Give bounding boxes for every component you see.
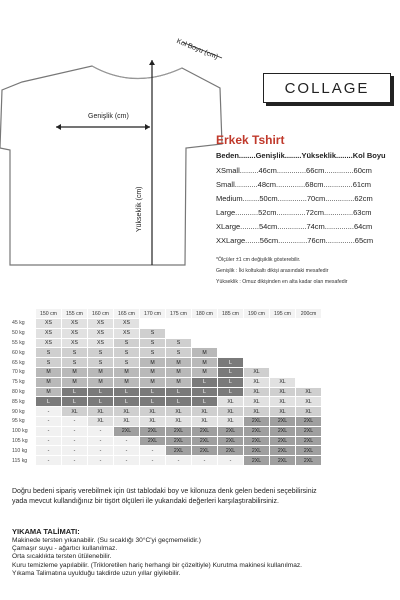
weight-label: 110 kg bbox=[10, 446, 35, 455]
size-cell: - bbox=[88, 427, 113, 436]
size-cell: 2XL bbox=[218, 437, 243, 446]
brand-logo: COLLAGE bbox=[263, 73, 391, 103]
size-cell: - bbox=[36, 417, 61, 426]
size-cell: 2XL bbox=[166, 427, 191, 436]
height-header: 150 cm bbox=[36, 309, 61, 318]
size-cell: 2XL bbox=[270, 446, 295, 455]
height-header: 180 cm bbox=[192, 309, 217, 318]
size-cell: L bbox=[114, 388, 139, 397]
weight-label: 85 kg bbox=[10, 397, 35, 406]
size-cell: L bbox=[140, 397, 165, 406]
size-cell: 2XL bbox=[192, 427, 217, 436]
size-cell: L bbox=[218, 388, 243, 397]
size-cell: - bbox=[62, 446, 87, 455]
size-cell: - bbox=[62, 456, 87, 465]
size-cell: - bbox=[62, 427, 87, 436]
size-cell: XL bbox=[62, 407, 87, 416]
size-cell bbox=[166, 329, 191, 338]
size-row: XXLarge.......56cm..............76cm..............65cm bbox=[216, 236, 374, 245]
size-cell: XL bbox=[166, 407, 191, 416]
table-row bbox=[10, 437, 321, 446]
size-cell: M bbox=[166, 368, 191, 377]
size-cell: XS bbox=[62, 339, 87, 348]
size-cell bbox=[270, 319, 295, 328]
size-cell bbox=[192, 339, 217, 348]
size-cell: 2XL bbox=[296, 446, 321, 455]
tshirt-diagram bbox=[0, 30, 240, 270]
size-cell: XS bbox=[114, 329, 139, 338]
size-cell: - bbox=[88, 446, 113, 455]
size-cell: - bbox=[192, 456, 217, 465]
wash-line: Çamaşır suyu - ağartıcı kullanılmaz. bbox=[12, 545, 118, 553]
size-cell: XS bbox=[88, 329, 113, 338]
size-cell bbox=[244, 329, 269, 338]
size-cell: XL bbox=[270, 388, 295, 397]
size-cell: L bbox=[88, 397, 113, 406]
size-cell: L bbox=[192, 388, 217, 397]
wash-line: Makinede tersten yıkanabilir. (Su sıcaklığı 30°C'yi geçmemelidir.) bbox=[12, 537, 201, 544]
table-header-row bbox=[10, 309, 321, 318]
size-cell: XL bbox=[192, 417, 217, 426]
weight-label: 105 kg bbox=[10, 437, 35, 446]
size-cell: 2XL bbox=[244, 417, 269, 426]
height-header: 190 cm bbox=[244, 309, 269, 318]
size-cell: - bbox=[36, 407, 61, 416]
table-row bbox=[10, 348, 321, 357]
size-cell: XL bbox=[270, 397, 295, 406]
weight-label: 80 kg bbox=[10, 388, 35, 397]
size-cell: 2XL bbox=[166, 437, 191, 446]
size-cell: S bbox=[140, 339, 165, 348]
weight-label: 65 kg bbox=[10, 358, 35, 367]
size-cell: 2XL bbox=[244, 446, 269, 455]
size-cell: S bbox=[62, 348, 87, 357]
wash-line: Kuru temizleme yapılabilir. (Trikloretilen hariç herhangi bir çözeltiyle) Kurutma makinesi kullanılmaz. bbox=[12, 561, 302, 569]
size-cell: L bbox=[218, 358, 243, 367]
table-corner bbox=[10, 309, 35, 318]
size-cell: 2XL bbox=[218, 427, 243, 436]
size-cell: XL bbox=[88, 417, 113, 426]
table-row bbox=[10, 339, 321, 348]
table-row bbox=[10, 378, 321, 387]
size-cell: XL bbox=[114, 417, 139, 426]
size-cell: M bbox=[62, 368, 87, 377]
size-cell: L bbox=[166, 397, 191, 406]
size-cell: S bbox=[88, 358, 113, 367]
size-cell bbox=[244, 339, 269, 348]
size-cell bbox=[218, 319, 243, 328]
size-cell: L bbox=[62, 397, 87, 406]
weight-label: 95 kg bbox=[10, 417, 35, 426]
height-header: 155 cm bbox=[62, 309, 87, 318]
size-cell: - bbox=[114, 437, 139, 446]
size-cell: XL bbox=[244, 397, 269, 406]
weight-label: 70 kg bbox=[10, 368, 35, 377]
size-cell: S bbox=[88, 348, 113, 357]
note-tolerance: *Ölçüler ±1 cm değişiklik gösterebilir. bbox=[216, 257, 301, 263]
size-cell: L bbox=[36, 397, 61, 406]
size-chart-table bbox=[9, 308, 322, 466]
product-title: Erkek Tshirt bbox=[216, 133, 285, 147]
size-cell: XS bbox=[36, 339, 61, 348]
height-header: 175 cm bbox=[166, 309, 191, 318]
size-cell: M bbox=[166, 358, 191, 367]
size-cell: M bbox=[114, 378, 139, 387]
size-cell: XS bbox=[88, 319, 113, 328]
size-cell: L bbox=[218, 368, 243, 377]
size-cell bbox=[296, 348, 321, 357]
size-cell: L bbox=[166, 388, 191, 397]
size-cell: XL bbox=[218, 407, 243, 416]
size-cell: S bbox=[62, 358, 87, 367]
size-cell: M bbox=[36, 368, 61, 377]
size-cell: XL bbox=[218, 397, 243, 406]
size-cell bbox=[270, 358, 295, 367]
size-cell: 2XL bbox=[218, 446, 243, 455]
size-cell: - bbox=[218, 456, 243, 465]
size-cell: - bbox=[88, 456, 113, 465]
size-cell bbox=[296, 358, 321, 367]
size-cell: XL bbox=[192, 407, 217, 416]
size-cell: XL bbox=[244, 388, 269, 397]
weight-label: 115 kg bbox=[10, 456, 35, 465]
size-cell: XL bbox=[296, 407, 321, 416]
size-cell bbox=[296, 319, 321, 328]
size-cell: XL bbox=[218, 417, 243, 426]
weight-label: 90 kg bbox=[10, 407, 35, 416]
size-cell: S bbox=[36, 348, 61, 357]
size-cell: XS bbox=[62, 319, 87, 328]
note-height: Yükseklik : Omuz dikişinden en alta kadar olan mesafedir bbox=[216, 279, 348, 285]
table-row bbox=[10, 329, 321, 338]
weight-label: 55 kg bbox=[10, 339, 35, 348]
size-cell bbox=[270, 368, 295, 377]
size-cell: M bbox=[192, 368, 217, 377]
size-cell: L bbox=[88, 388, 113, 397]
table-row bbox=[10, 388, 321, 397]
size-cell: XS bbox=[62, 329, 87, 338]
height-header: 165 cm bbox=[114, 309, 139, 318]
size-cell: L bbox=[192, 397, 217, 406]
size-cell: S bbox=[114, 348, 139, 357]
size-cell: M bbox=[140, 378, 165, 387]
size-cell: 2XL bbox=[140, 437, 165, 446]
sleeve-length-label: Kol Boyu (cm) bbox=[175, 38, 219, 61]
weight-label: 60 kg bbox=[10, 348, 35, 357]
size-cell: - bbox=[140, 456, 165, 465]
size-cell: M bbox=[88, 378, 113, 387]
footer-line: yada mevcut kullandığınız bir tişört ölçüleri ile yukarıdaki değerleri karşılaştırabilirsiniz. bbox=[12, 498, 279, 505]
table-row bbox=[10, 407, 321, 416]
weight-label: 45 kg bbox=[10, 319, 35, 328]
size-cell: S bbox=[140, 348, 165, 357]
wash-instructions bbox=[12, 537, 302, 578]
size-cell: S bbox=[114, 339, 139, 348]
height-header: 185 cm bbox=[218, 309, 243, 318]
size-cell bbox=[140, 319, 165, 328]
size-cell: L bbox=[218, 378, 243, 387]
size-cell: M bbox=[114, 368, 139, 377]
size-cell: XL bbox=[166, 417, 191, 426]
size-cell: - bbox=[166, 456, 191, 465]
height-header: 160 cm bbox=[88, 309, 113, 318]
size-cell: - bbox=[36, 446, 61, 455]
size-cell: 2XL bbox=[140, 427, 165, 436]
size-cell bbox=[296, 378, 321, 387]
table-row bbox=[10, 368, 321, 377]
size-cell: M bbox=[166, 378, 191, 387]
size-cell: 2XL bbox=[270, 456, 295, 465]
size-cell: - bbox=[36, 427, 61, 436]
size-cell: S bbox=[114, 358, 139, 367]
size-cell: 2XL bbox=[296, 456, 321, 465]
height-header: 200cm bbox=[296, 309, 321, 318]
size-cell bbox=[296, 368, 321, 377]
size-cell: 2XL bbox=[270, 437, 295, 446]
size-cell: M bbox=[62, 378, 87, 387]
size-cell bbox=[218, 348, 243, 357]
size-cell: XL bbox=[88, 407, 113, 416]
weight-label: 75 kg bbox=[10, 378, 35, 387]
size-cell: S bbox=[166, 348, 191, 357]
table-row bbox=[10, 446, 321, 455]
size-cell: - bbox=[88, 437, 113, 446]
size-cell: M bbox=[192, 358, 217, 367]
size-cell bbox=[270, 329, 295, 338]
size-cell: L bbox=[62, 388, 87, 397]
size-cell: - bbox=[140, 446, 165, 455]
wash-line: Yıkama Talimatına uyulduğu takdirde uzun yıllar giyilebilir. bbox=[12, 569, 181, 577]
size-cell bbox=[166, 319, 191, 328]
size-row: XLarge.........54cm..............74cm..............64cm bbox=[216, 222, 373, 231]
size-cell: M bbox=[36, 378, 61, 387]
size-cell: S bbox=[166, 339, 191, 348]
size-cell: XS bbox=[36, 319, 61, 328]
size-header: Beden........Genişlik........Yükseklik........Kol Boyu bbox=[216, 151, 386, 160]
size-cell bbox=[192, 319, 217, 328]
width-label: Genişlik (cm) bbox=[88, 113, 129, 120]
size-cell: M bbox=[140, 368, 165, 377]
size-cell: - bbox=[62, 417, 87, 426]
size-cell bbox=[270, 339, 295, 348]
size-cell bbox=[296, 329, 321, 338]
size-cell: XS bbox=[114, 319, 139, 328]
size-cell: - bbox=[114, 446, 139, 455]
table-row bbox=[10, 456, 321, 465]
size-cell: 2XL bbox=[192, 437, 217, 446]
footer-line: Doğru bedeni sipariş verebilmek için üst tablodaki boy ve kilonuza denk gelen bedeni seçebilirsiniz bbox=[12, 488, 317, 495]
size-cell bbox=[270, 348, 295, 357]
size-cell: M bbox=[36, 388, 61, 397]
height-header: 170 cm bbox=[140, 309, 165, 318]
size-cell: 2XL bbox=[244, 456, 269, 465]
size-cell: - bbox=[36, 456, 61, 465]
size-cell: XL bbox=[296, 388, 321, 397]
size-cell: - bbox=[114, 456, 139, 465]
size-cell: 2XL bbox=[270, 427, 295, 436]
size-cell: XL bbox=[270, 378, 295, 387]
size-cell: 2XL bbox=[114, 427, 139, 436]
size-cell: M bbox=[192, 348, 217, 357]
size-cell: - bbox=[36, 437, 61, 446]
size-cell: S bbox=[36, 358, 61, 367]
size-cell: 2XL bbox=[296, 437, 321, 446]
table-row bbox=[10, 397, 321, 406]
size-cell: XL bbox=[244, 407, 269, 416]
table-row bbox=[10, 417, 321, 426]
size-cell: L bbox=[114, 397, 139, 406]
size-cell bbox=[296, 339, 321, 348]
wash-title: YIKAMA TALİMATI: bbox=[12, 527, 80, 536]
size-row: Large...........52cm..............72cm..............63cm bbox=[216, 208, 372, 217]
size-cell: L bbox=[192, 378, 217, 387]
size-cell: M bbox=[88, 368, 113, 377]
size-cell: M bbox=[140, 358, 165, 367]
size-cell bbox=[244, 319, 269, 328]
size-cell: 2XL bbox=[244, 427, 269, 436]
size-cell: XL bbox=[114, 407, 139, 416]
size-cell: XL bbox=[244, 378, 269, 387]
size-cell bbox=[192, 329, 217, 338]
size-cell: 2XL bbox=[192, 446, 217, 455]
size-cell: XS bbox=[36, 329, 61, 338]
size-row: Small...........48cm..............68cm..............61cm bbox=[216, 180, 372, 189]
size-cell: 2XL bbox=[296, 427, 321, 436]
size-cell: 2XL bbox=[296, 417, 321, 426]
weight-label: 100 kg bbox=[10, 427, 35, 436]
table-row bbox=[10, 427, 321, 436]
size-row: Medium........50cm..............70cm..............62cm bbox=[216, 194, 373, 203]
size-row: XSmall.........46cm..............66cm..............60cm bbox=[216, 166, 372, 175]
size-cell: XL bbox=[244, 368, 269, 377]
size-cell: XL bbox=[140, 407, 165, 416]
height-label: Yükseklik (cm) bbox=[136, 186, 143, 232]
weight-label: 50 kg bbox=[10, 329, 35, 338]
size-cell: L bbox=[140, 388, 165, 397]
table-row bbox=[10, 319, 321, 328]
size-cell bbox=[218, 339, 243, 348]
size-cell: 2XL bbox=[270, 417, 295, 426]
height-header: 195 cm bbox=[270, 309, 295, 318]
size-cell: - bbox=[62, 437, 87, 446]
size-cell bbox=[218, 329, 243, 338]
size-cell: XL bbox=[296, 397, 321, 406]
size-cell: S bbox=[140, 329, 165, 338]
size-cell: 2XL bbox=[244, 437, 269, 446]
table-row bbox=[10, 358, 321, 367]
size-cell: XS bbox=[88, 339, 113, 348]
size-cell: 2XL bbox=[166, 446, 191, 455]
note-width: Genişlik : İki koltukaltı dikişi arasındaki mesafedir bbox=[216, 268, 329, 274]
wash-line: Orta sıcaklıkta tersten ütülenebilir. bbox=[12, 553, 112, 561]
size-cell bbox=[244, 358, 269, 367]
size-cell bbox=[244, 348, 269, 357]
size-cell: XL bbox=[270, 407, 295, 416]
size-cell: XL bbox=[140, 417, 165, 426]
